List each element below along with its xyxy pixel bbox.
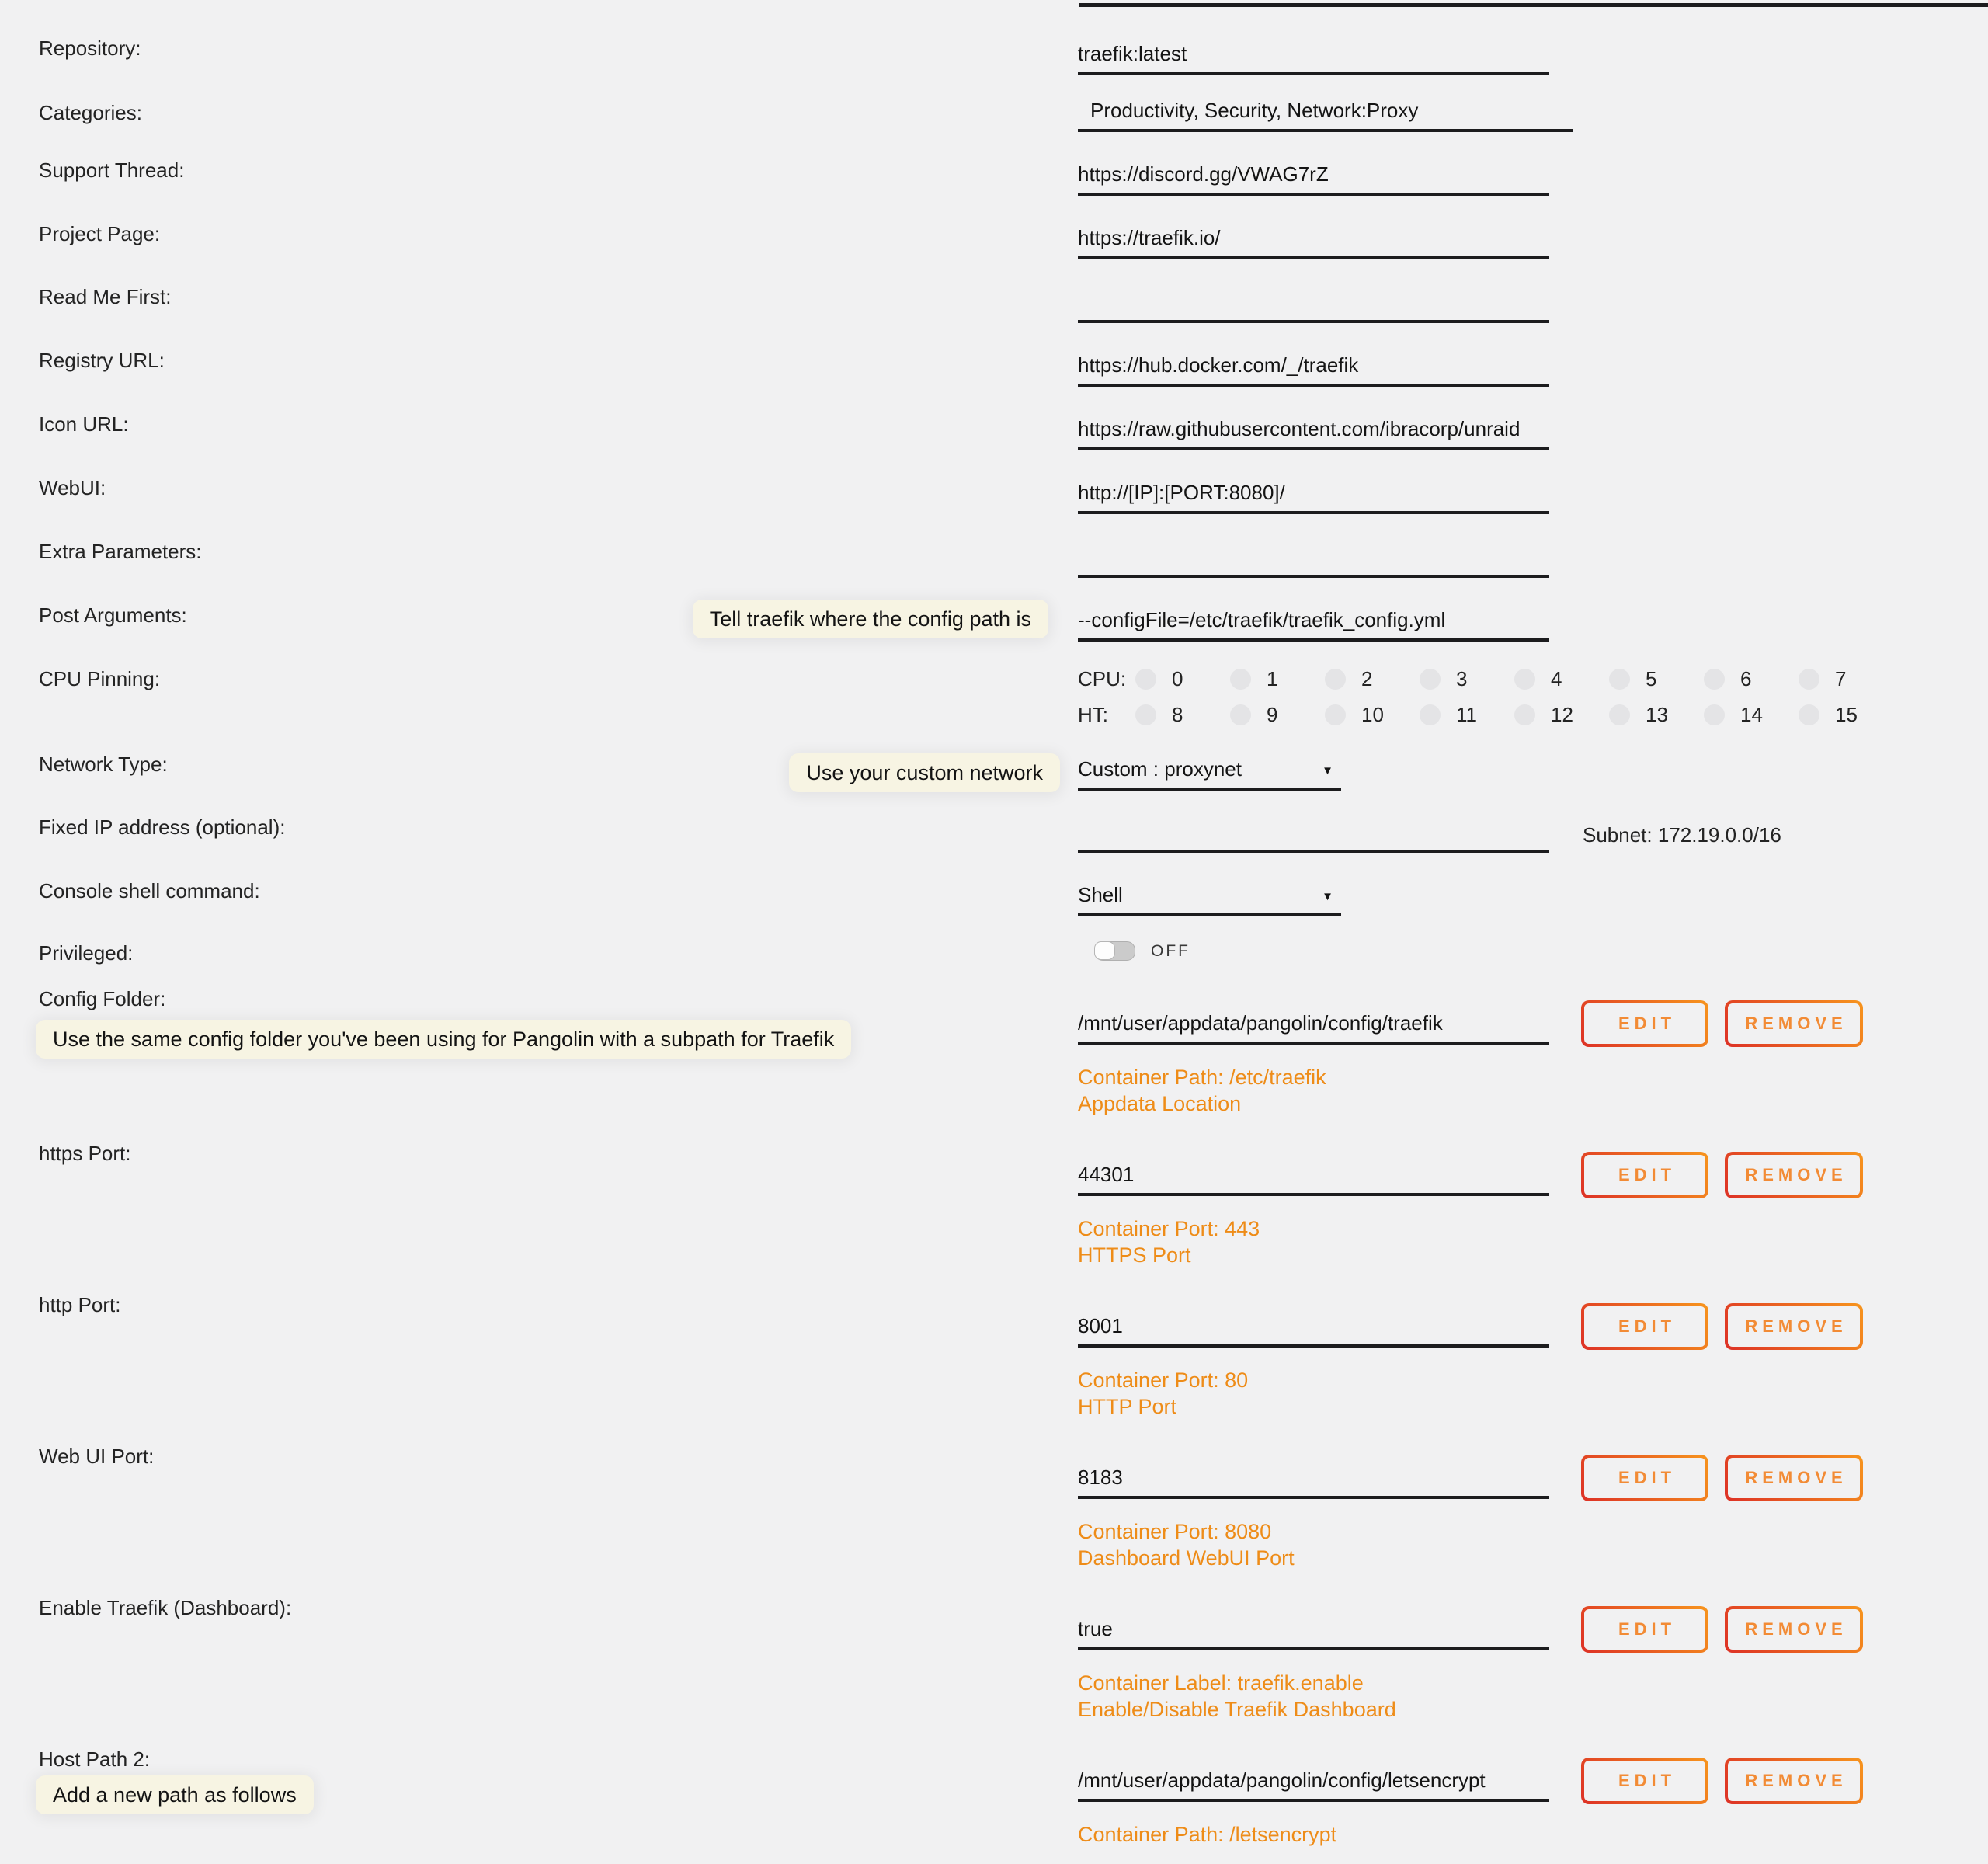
project-page-input[interactable]: [1078, 214, 1549, 259]
host-path-2-description-0: Container Path: /letsencrypt: [1078, 1823, 1337, 1846]
config-folder-tooltip: Use the same config folder you've been using for Pangolin with a subpath for Traefik: [36, 1020, 851, 1059]
config-folder-description-1: Appdata Location: [1078, 1092, 1242, 1115]
remove-button-label: REMOVE: [1745, 1468, 1847, 1487]
webui-input[interactable]: [1078, 469, 1549, 514]
webui-port-description-1: Dashboard WebUI Port: [1078, 1546, 1295, 1570]
cpu-core-11-checkbox[interactable]: [1420, 704, 1441, 725]
host-path-2-input[interactable]: [1078, 1757, 1549, 1802]
registry-url-input[interactable]: [1078, 342, 1549, 387]
repository-input[interactable]: [1078, 30, 1549, 75]
host-path-2-remove-button[interactable]: [1725, 1758, 1863, 1804]
edit-button-label: EDIT: [1618, 1619, 1677, 1639]
remove-button-label: REMOVE: [1745, 1014, 1847, 1033]
cpu-core-12-checkbox[interactable]: [1514, 704, 1535, 725]
https-port-label: https Port:: [39, 1142, 131, 1165]
remove-button-label: REMOVE: [1745, 1316, 1847, 1336]
edit-button-label: EDIT: [1618, 1316, 1677, 1336]
extra-parameters-label: Extra Parameters:: [39, 540, 202, 563]
cpu-core-14-label: 14: [1740, 703, 1763, 726]
enable-traefik-dashboard-remove-button[interactable]: [1725, 1606, 1863, 1653]
cpu-core-8-checkbox[interactable]: [1135, 704, 1156, 725]
config-folder-edit-button[interactable]: [1581, 1000, 1708, 1047]
https-port-remove-button[interactable]: [1725, 1152, 1863, 1198]
extra-parameters-input[interactable]: [1078, 533, 1549, 578]
support-thread-value: https://discord.gg/VWAG7rZ: [1078, 162, 1329, 186]
host-path-2-tooltip: Add a new path as follows: [36, 1775, 314, 1814]
config-folder-description-0: Container Path: /etc/traefik: [1078, 1066, 1326, 1089]
chevron-down-icon: ▼: [1322, 764, 1333, 777]
cpu-core-7-checkbox[interactable]: [1799, 669, 1819, 690]
post-arguments-tooltip: Tell traefik where the config path is: [693, 600, 1048, 638]
post-arguments-value: --configFile=/etc/traefik/traefik_config.yml: [1078, 608, 1446, 631]
fixed-ip-label: Fixed IP address (optional):: [39, 816, 286, 839]
host-path-2-edit-button[interactable]: [1581, 1758, 1708, 1804]
ht-row-label: HT:: [1078, 703, 1108, 726]
post-arguments-input[interactable]: [1078, 596, 1549, 642]
webui-value: http://[IP]:[PORT:8080]/: [1078, 481, 1285, 504]
project-page-value: https://traefik.io/: [1078, 226, 1221, 249]
privileged-toggle[interactable]: [1094, 941, 1135, 961]
icon-url-input[interactable]: [1078, 405, 1549, 450]
enable-traefik-dashboard-label: Enable Traefik (Dashboard):: [39, 1596, 292, 1619]
cpu-core-10-checkbox[interactable]: [1325, 704, 1346, 725]
http-port-label: http Port:: [39, 1293, 121, 1316]
enable-traefik-dashboard-value: true: [1078, 1617, 1113, 1640]
cpu-core-5-label: 5: [1646, 667, 1657, 690]
enable-traefik-dashboard-edit-button[interactable]: [1581, 1606, 1708, 1653]
cpu-core-3-checkbox[interactable]: [1420, 669, 1441, 690]
subnet-note: Subnet: 172.19.0.0/16: [1583, 823, 1781, 847]
cpu-core-4-label: 4: [1551, 667, 1562, 690]
cpu-core-8-label: 8: [1172, 703, 1183, 726]
cpu-core-1-label: 1: [1267, 667, 1278, 690]
webui-port-input[interactable]: [1078, 1454, 1549, 1499]
enable-traefik-dashboard-description-1: Enable/Disable Traefik Dashboard: [1078, 1698, 1396, 1721]
registry-url-value: https://hub.docker.com/_/traefik: [1078, 353, 1359, 377]
console-shell-label: Console shell command:: [39, 879, 260, 902]
https-port-description-1: HTTPS Port: [1078, 1243, 1191, 1267]
categories-value: Productivity, Security, Network:Proxy: [1090, 99, 1419, 122]
webui-port-remove-button[interactable]: [1725, 1455, 1863, 1501]
remove-button-label: REMOVE: [1745, 1165, 1847, 1184]
enable-traefik-dashboard-description-0: Container Label: traefik.enable: [1078, 1671, 1364, 1695]
cpu-core-9-checkbox[interactable]: [1230, 704, 1251, 725]
host-path-2-value: /mnt/user/appdata/pangolin/config/letsencrypt: [1078, 1768, 1486, 1792]
support-thread-label: Support Thread:: [39, 158, 185, 182]
cpu-core-0-checkbox[interactable]: [1135, 669, 1156, 690]
config-folder-remove-button[interactable]: [1725, 1000, 1863, 1047]
fixed-ip-input[interactable]: [1078, 808, 1549, 853]
support-thread-input[interactable]: [1078, 151, 1549, 196]
repository-label: Repository:: [39, 37, 141, 60]
config-folder-label: Config Folder:: [39, 987, 166, 1010]
edit-button-label: EDIT: [1618, 1468, 1677, 1487]
webui-port-description-0: Container Port: 8080: [1078, 1520, 1272, 1543]
categories-input[interactable]: [1078, 87, 1573, 132]
network-type-value: Custom : proxynet: [1078, 757, 1242, 781]
repository-value: traefik:latest: [1078, 42, 1187, 65]
cpu-core-13-label: 13: [1646, 703, 1668, 726]
https-port-input[interactable]: [1078, 1151, 1549, 1196]
cpu-core-0-label: 0: [1172, 667, 1183, 690]
http-port-remove-button[interactable]: [1725, 1303, 1863, 1350]
remove-button-label: REMOVE: [1745, 1771, 1847, 1790]
cpu-core-12-label: 12: [1551, 703, 1573, 726]
read-me-first-input[interactable]: [1078, 278, 1549, 323]
cpu-core-15-checkbox[interactable]: [1799, 704, 1819, 725]
http-port-input[interactable]: [1078, 1302, 1549, 1348]
cpu-core-9-label: 9: [1267, 703, 1278, 726]
https-port-value: 44301: [1078, 1163, 1135, 1186]
remove-button-label: REMOVE: [1745, 1619, 1847, 1639]
cpu-core-3-label: 3: [1456, 667, 1468, 690]
cpu-core-13-checkbox[interactable]: [1609, 704, 1630, 725]
webui-label: WebUI:: [39, 476, 106, 499]
project-page-label: Project Page:: [39, 222, 161, 245]
edit-button-label: EDIT: [1618, 1771, 1677, 1790]
edit-button-label: EDIT: [1618, 1165, 1677, 1184]
webui-port-label: Web UI Port:: [39, 1445, 155, 1468]
cpu-core-11-label: 11: [1456, 703, 1477, 726]
cpu-core-10-label: 10: [1361, 703, 1384, 726]
chevron-down-icon: ▼: [1322, 890, 1333, 903]
network-type-select[interactable]: [1078, 746, 1341, 791]
edit-button-label: EDIT: [1618, 1014, 1677, 1033]
network-type-tooltip: Use your custom network: [789, 753, 1060, 792]
webui-port-value: 8183: [1078, 1466, 1123, 1489]
https-port-edit-button[interactable]: [1581, 1152, 1708, 1198]
enable-traefik-dashboard-input[interactable]: [1078, 1605, 1549, 1650]
console-shell-select[interactable]: [1078, 871, 1341, 916]
http-port-description-0: Container Port: 80: [1078, 1368, 1249, 1392]
cpu-core-6-label: 6: [1740, 667, 1752, 690]
host-path-2-label: Host Path 2:: [39, 1748, 151, 1771]
icon-url-value: https://raw.githubusercontent.com/ibracorp/unraid: [1078, 417, 1521, 440]
cpu-core-5-checkbox[interactable]: [1609, 669, 1630, 690]
cpu-core-4-checkbox[interactable]: [1514, 669, 1535, 690]
icon-url-label: Icon URL:: [39, 412, 129, 436]
registry-url-label: Registry URL:: [39, 349, 165, 372]
http-port-value: 8001: [1078, 1314, 1123, 1337]
cpu-pinning-label: CPU Pinning:: [39, 667, 161, 690]
read-me-first-label: Read Me First:: [39, 285, 172, 308]
cpu-core-2-checkbox[interactable]: [1325, 669, 1346, 690]
privileged-label: Privileged:: [39, 941, 134, 965]
cpu-core-7-label: 7: [1835, 667, 1847, 690]
https-port-description-0: Container Port: 443: [1078, 1217, 1260, 1240]
categories-label: Categories:: [39, 101, 142, 124]
cpu-core-14-checkbox[interactable]: [1704, 704, 1725, 725]
http-port-description-1: HTTP Port: [1078, 1395, 1177, 1418]
privileged-toggle-knob: [1094, 941, 1115, 960]
cpu-core-1-checkbox[interactable]: [1230, 669, 1251, 690]
config-folder-input[interactable]: [1078, 1000, 1549, 1045]
cpu-core-2-label: 2: [1361, 667, 1373, 690]
cpu-core-6-checkbox[interactable]: [1704, 669, 1725, 690]
webui-port-edit-button[interactable]: [1581, 1455, 1708, 1501]
console-shell-value: Shell: [1078, 883, 1123, 906]
http-port-edit-button[interactable]: [1581, 1303, 1708, 1350]
config-folder-value: /mnt/user/appdata/pangolin/config/traefik: [1078, 1011, 1443, 1035]
post-arguments-label: Post Arguments:: [39, 603, 187, 627]
previous-field-underline: [1079, 3, 1988, 7]
cpu-core-15-label: 15: [1835, 703, 1858, 726]
cpu-row-label: CPU:: [1078, 667, 1127, 690]
privileged-state-label: OFF: [1151, 942, 1190, 960]
network-type-label: Network Type:: [39, 753, 168, 776]
